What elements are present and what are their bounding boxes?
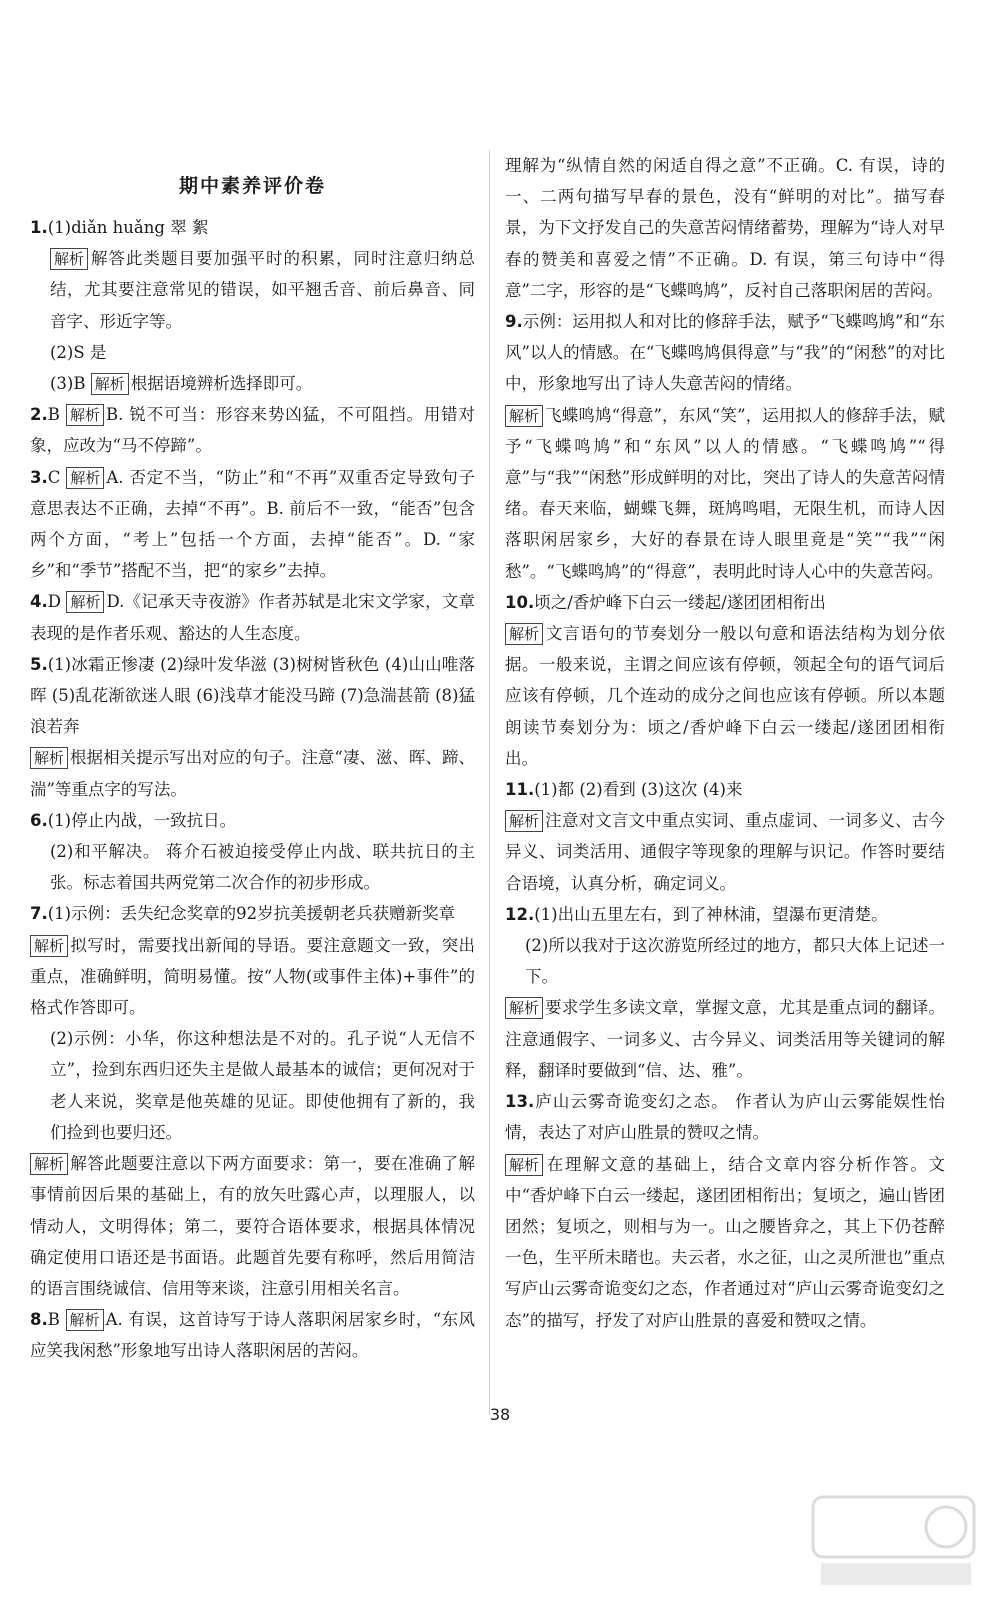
answer-text: (1)示例：丢失纪念奖章的92岁抗美援朝老兵获赠新奖章 bbox=[47, 904, 456, 924]
answer-text: (1)停止内战，一致抗日。 bbox=[47, 810, 237, 830]
answer-paragraph bbox=[505, 805, 945, 899]
answer-text: 文言语句的节奏划分一般以句意和语法结构为划分依据。一般来说，主谓之间应该有停顿，领起全句的语气词后应该有停顿，几个连动的成分之间也应该有停顿。所以本题朗读节奏划分为：顷之/香炉峰下白云一缕起/遂团团相衔出。 bbox=[505, 624, 945, 768]
answer-text: 要求学生多读文章，掌握文意，尤其是重点词的翻译。注意通假字、一词多义、古今异义、词类活用等关键词的解释，翻译时要做到“信、达、雅”。 bbox=[505, 998, 945, 1080]
answer-paragraph bbox=[505, 992, 945, 1086]
analysis-tag: 解析 bbox=[91, 373, 129, 395]
question-number: 8. bbox=[30, 1310, 48, 1330]
answer-paragraph bbox=[30, 399, 475, 461]
answer-paragraph bbox=[30, 337, 475, 368]
answer-text: (1)都 (2)看到 (3)这次 (4)来 bbox=[534, 780, 743, 800]
answer-paragraph bbox=[505, 899, 945, 930]
question-number: 1. bbox=[30, 218, 48, 237]
answer-paragraph bbox=[30, 805, 475, 836]
answer-paragraph bbox=[505, 400, 945, 587]
answer-paragraph bbox=[30, 368, 475, 399]
answer-paragraph bbox=[30, 742, 475, 804]
analysis-tag: 解析 bbox=[66, 404, 104, 426]
answer-paragraph bbox=[30, 836, 475, 898]
answer-paragraph bbox=[30, 649, 475, 743]
answer-text: 飞蝶鸣鸠“得意”，东风“笑”，运用拟人的修辞手法，赋予“飞蝶鸣鸠”和“东风”以人的情感。“飞蝶鸣鸠”“得意”与“我”“闲愁”形成鲜明的对比，突出了诗人的失意苦闷情绪。春天来临，蝴蝶飞舞，斑鸠鸣唱，无限生机，而诗人因落职闲居家乡，大好的春景在诗人眼里竟是“笑”“我”“闲愁”。“飞蝶鸣鸠”的“得意”，表明此时诗人心中的失意苦闷。 bbox=[505, 405, 945, 581]
answer-paragraph bbox=[30, 586, 475, 648]
analysis-text: D.《记承天寺夜游》作者苏轼是北宋文学家，文章表现的是作者乐观、豁达的人生态度。 bbox=[30, 592, 476, 643]
answer-paragraph bbox=[30, 930, 475, 1024]
answer-paragraph bbox=[30, 1304, 475, 1366]
analysis-tag: 解析 bbox=[505, 1154, 543, 1176]
answer-paragraph bbox=[505, 930, 945, 992]
answer-paragraph bbox=[505, 1149, 945, 1336]
answer-text: (1)冰霜正惨凄 (2)绿叶发华滋 (3)树树皆秋色 (4)山山唯落晖 (5)乱花渐欲迷人眼 (6)浅草才能没马蹄 (7)急湍甚箭 (8)猛浪若奔 bbox=[30, 654, 475, 737]
answer-text: (3)B bbox=[50, 374, 86, 394]
answer-text: (2)所以我对于这次游览所经过的地方，都只大体上记述一下。 bbox=[525, 936, 945, 987]
answer-text: 在理解文意的基础上，结合文章内容分析作答。文中“香炉峰下白云一缕起，遂团团相衔出；复顷之，遍山皆团团然；复顷之，则相与为一。山之腰皆弇之，其上下仍苍醉一色，生平所未睹也。夫云者，水之征，山之灵所泄也”重点写庐山云雾奇诡变幻之态，作者通过对“庐山云雾奇诡变幻之态”的描写，抒发了对庐山胜景的喜爱和赞叹之情。 bbox=[505, 1154, 945, 1330]
answer-text: (2)和平解决。 蒋介石被迫接受停止内战、联共抗日的主张。标志着国共两党第二次合作的初步形成。 bbox=[50, 842, 475, 893]
answer-paragraph bbox=[30, 212, 475, 243]
left-column bbox=[30, 150, 475, 1367]
answer-text: 拟写时，需要找出新闻的导语。要注意题文一致，突出重点，准确鲜明，简明易懂。按“人物(或事件主体)+事件”的格式作答即可。 bbox=[30, 935, 475, 1018]
analysis-tag: 解析 bbox=[505, 810, 543, 832]
answer-text: 顷之/香炉峰下白云一缕起/遂团团相衔出 bbox=[534, 592, 826, 612]
column-divider bbox=[489, 150, 490, 1415]
answer-text: 庐山云雾奇诡变幻之态。 作者认为庐山云雾能娱性怡情，表达了对庐山胜景的赞叹之情。 bbox=[505, 1092, 945, 1143]
analysis-tag: 解析 bbox=[66, 467, 104, 489]
question-number: 4. bbox=[30, 592, 48, 612]
answer-text: (2)示例：小华，你这种想法是不对的。孔子说“人无信不立”，捡到东西归还失主是做人最基本的诚信；更何况对于老人来说，奖章是他英雄的见证。即使他拥有了新的，我们捡到也要归还。 bbox=[50, 1029, 475, 1142]
analysis-tag: 解析 bbox=[30, 1153, 68, 1175]
answer-text: 理解为“纵情自然的闲适自得之意”不正确。C. 有误，诗的一、二两句描写早春的景色，没有“鲜明的对比”。描写春景，为下文抒发自己的失意苦闷情绪蓄势，理解为“诗人对早春的赞美和喜爱之情”不正确。D. 有误，第三句诗中“得意”二字，形容的是“飞蝶鸣鸠”，反衬自己落职闲居的苦闷。 bbox=[505, 156, 945, 300]
analysis-tag: 解析 bbox=[505, 405, 543, 427]
watermark-logo bbox=[811, 1495, 976, 1590]
answer-paragraph bbox=[30, 462, 475, 587]
analysis-text: B. 锐不可当：形容来势凶猛，不可阻挡。用错对象，应改为“马不停蹄”。 bbox=[30, 405, 475, 456]
question-number: 3. bbox=[30, 467, 48, 487]
right-column bbox=[505, 150, 945, 1336]
answer-text: B bbox=[47, 405, 60, 425]
analysis-tag: 解析 bbox=[30, 747, 68, 769]
question-number: 7. bbox=[30, 904, 48, 924]
analysis-text: 根据语境辨析选择即可。 bbox=[130, 374, 313, 394]
question-number: 2. bbox=[30, 405, 48, 425]
answer-text: 注意对文言文中重点实词、重点虚词、一词多义、古今异义、词类活用、通假字等现象的理解与识记。作答时要结合语境，认真分析，确定词义。 bbox=[505, 811, 945, 893]
answer-text: B bbox=[47, 1310, 60, 1330]
answer-paragraph bbox=[505, 1086, 945, 1148]
analysis-tag: 解析 bbox=[66, 591, 104, 613]
analysis-text: A. 有误，这首诗写于诗人落职闲居家乡时，“东风应笑我闲愁”形象地写出诗人落职闲居的苦闷。 bbox=[30, 1310, 475, 1361]
question-number: 10. bbox=[505, 592, 535, 612]
answer-paragraph bbox=[30, 1148, 475, 1304]
answer-text: 示例：运用拟人和对比的修辞手法，赋予“飞蝶鸣鸠”和“东风”以人的情感。在“飞蝶鸣鸠俱得意”与“我”的“闲愁”的对比中，形象地写出了诗人失意苦闷的情绪。 bbox=[505, 312, 945, 394]
analysis-tag: 解析 bbox=[50, 248, 88, 270]
answer-text: D bbox=[47, 592, 61, 612]
answer-text: (1)出山五里左右，到了神林浦，望瀑布更清楚。 bbox=[534, 904, 888, 924]
question-number: 5. bbox=[30, 654, 48, 674]
answer-text: 解答此题要注意以下两方面要求：第一，要在准确了解事情前因后果的基础上，有的放矢吐露心声，以理服人，以情动人，文明得体；第二，要符合语体要求，根据具体情况确定使用口语还是书面语。此题首先要有称呼，然后用简洁的语言围绕诚信、信用等来谈，注意引用相关名言。 bbox=[30, 1154, 475, 1298]
answer-paragraph bbox=[505, 618, 945, 774]
answer-paragraph bbox=[30, 243, 475, 337]
answer-text: 根据相关提示写出对应的句子。注意“凄、滋、晖、蹄、湍”等重点字的写法。 bbox=[30, 748, 475, 799]
answer-paragraph bbox=[505, 774, 945, 805]
answer-text: (2)S 是 bbox=[50, 342, 107, 362]
answer-paragraph bbox=[30, 1023, 475, 1148]
answer-paragraph bbox=[505, 306, 945, 400]
question-number: 9. bbox=[505, 312, 523, 332]
question-number: 13. bbox=[505, 1092, 535, 1112]
answer-paragraph bbox=[30, 898, 475, 929]
question-number: 11. bbox=[505, 780, 535, 800]
answer-text: C bbox=[47, 467, 61, 487]
analysis-text: A. 否定不当，“防止”和“不再”双重否定导致句子意思表达不正确，去掉“不再”。B. 前后不一致，“能否”包含两个方面，“考上”包括一个方面，去掉“能否”。D. “家乡”和“季节”搭配不当，把“的家乡”去掉。 bbox=[30, 467, 475, 581]
answer-paragraph bbox=[505, 150, 945, 306]
analysis-tag: 解析 bbox=[505, 997, 543, 1019]
left-column-body bbox=[30, 212, 475, 1367]
analysis-tag: 解析 bbox=[30, 935, 68, 957]
question-number: 12. bbox=[505, 904, 535, 924]
question-number: 6. bbox=[30, 810, 48, 830]
analysis-tag: 解析 bbox=[505, 623, 543, 645]
answer-text: 解答此类题目要加强平时的积累，同时注意归纳总结，尤其要注意常见的错误，如平翘舌音、前后鼻音、同音字、形近字等。 bbox=[50, 249, 475, 331]
right-column-body bbox=[505, 150, 945, 1336]
page-number: 38 bbox=[489, 1405, 511, 1424]
analysis-tag: 解析 bbox=[66, 1309, 104, 1331]
answer-text: (1)diǎn huǎng 翠 絮 bbox=[47, 218, 209, 237]
answer-paragraph bbox=[505, 587, 945, 618]
page-title: 期中素养评价卷 bbox=[178, 175, 326, 197]
